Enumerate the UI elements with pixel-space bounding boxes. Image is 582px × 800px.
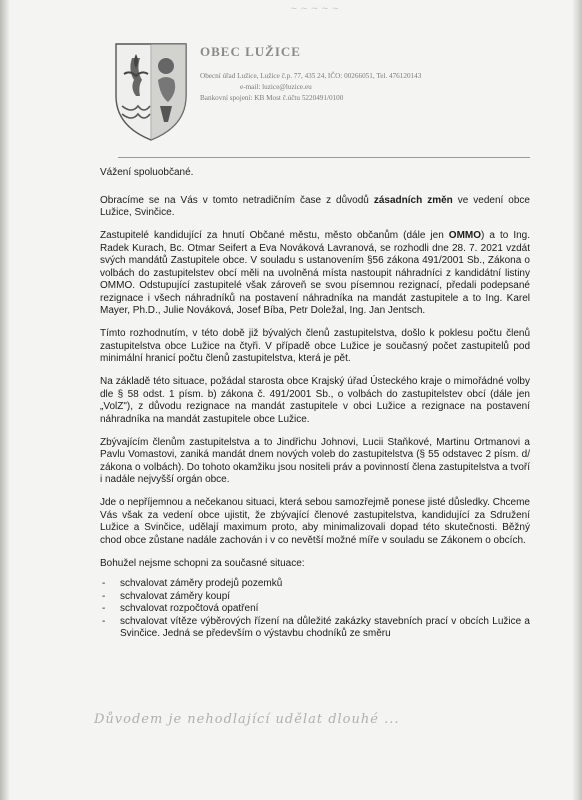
coat-of-arms-icon <box>110 40 192 144</box>
bank-line: Bankovní spojení: KB Most č.účtu 5220491/0100 <box>200 94 344 102</box>
handwritten-note: Důvodem je nehodlající udělat dlouhé ... <box>94 712 400 727</box>
scan-edge-right <box>572 0 582 800</box>
list-item: - schvalovat rozpočtová opatření <box>100 603 530 616</box>
paragraph-limitations: Bohužel nejsme schopni za současné situace: <box>100 557 305 569</box>
scan-edge-left <box>0 0 10 800</box>
list-item: - schvalovat záměry prodejů pozemků <box>100 578 530 591</box>
paragraph-intro: Obracíme se na Vás v tomto netradičním čase z důvodů zásadních změn ve vedení obce Lužice, Svinčice. <box>100 194 530 218</box>
letter-body <box>100 167 530 641</box>
paragraph-elections: Na základě této situace, požádal starosta obce Krajský úřad Ústeckého kraje o mimořádné volby dle § 58 odst. 1 písm. b) zákona č. 491/2001 Sb., o volbách do zastupitelstev obcí (dále jen „VolZ"), z důvodu rezignace na mandát zastupitele v obci Lužice a rezignace na postavení náhradníka na mandát zastupitele obce Lužice. <box>100 376 530 425</box>
paragraph-council-count: Tímto rozhodnutím, v této době již bývalých členů zastupitelstva, došlo k poklesu počtu členů zastupitelstva obce Lužice na čtyři. V případě obce Lužice je současný počet zastupitelů pod minimální hranicí počtu členů zastupitelstva, která je pět. <box>100 328 530 364</box>
paragraph-consequences: Jde o nepříjemnou a nečekanou situaci, která sebou samozřejmě ponese jisté důsledky. Chceme Vás však za vedení obce ujistit, že zbývající členové zastupitelstva, kandidující za Sdružení Lužice a Svinčice, udělají maximum proto, aby minimalizovali dopad této skutečnosti. Běžný chod obce zůstane nadále zachován i v co nevětší možné míře v souladu se Zákonem o obcích. <box>100 497 530 546</box>
list-item: - schvalovat záměry koupí <box>100 591 530 604</box>
top-scribble: ~ ~ ~ ~ ~ <box>290 4 340 14</box>
municipality-name: OBEC LUŽICE <box>200 44 301 59</box>
list-item: - schvalovat vítěze výběrových řízení na důležité zakázky stavebních prací v obcích Lužice a Svinčice. Jedná se především o výstavbu chodníků ze směru <box>100 616 530 641</box>
email-line: e-mail: luzice@luzice.eu <box>240 83 312 91</box>
paragraph-resignation: Zastupitelé kandidující za hnutí Občané městu, město občanům (dále jen OMMO) a to Ing. Radek Kurach, Bc. Otmar Seifert a Eva Nováková Lavranová, se rozhodli dne 28. 7. 2021 vzdát svých mandátů Zastupitele obce. V souladu s ustanovením §56 zákona 491/2001 Sb., Zákona o volbách do zastupitelstev obcí měli na uvolněná místa nastoupit náhradníci z kandidátní listiny OMMO. Odstupující zastupitelé však zároveň se svou písemnou rezignací, předali podepsané rezignace i všech náhradníků na postavení náhradníka na mandát zastupitele a to Ing. Karel Mayer, Ph.D., Julie Nováková, Josef Bíba, Petr Doležal, Ing. Jan Jentsch. <box>100 230 531 316</box>
header-divider <box>118 157 530 158</box>
letterhead <box>200 44 530 104</box>
address-line: Obecní úřad Lužice, Lužice č.p. 77, 435 24, IČO: 00266051, Tel. 476120143 <box>200 72 422 80</box>
limitations-list <box>100 578 530 641</box>
paragraph-remaining-members: Zbývajícím členům zastupitelstva a to Jindřichu Johnovi, Lucii Staňkové, Martinu Ortmanovi a Pavlu Vomastovi, zaniká mandát dnem nových voleb do zastupitelstva (§ 55 odstavec 2 písm. d/ zákona o volbách). Do tohoto okamžiku jsou nositeli práv a povinností člena zastupitelstva a tvoří i nadále nejvyšší orgán obce. <box>100 436 530 485</box>
salutation: Vážení spoluobčané. <box>100 167 194 178</box>
